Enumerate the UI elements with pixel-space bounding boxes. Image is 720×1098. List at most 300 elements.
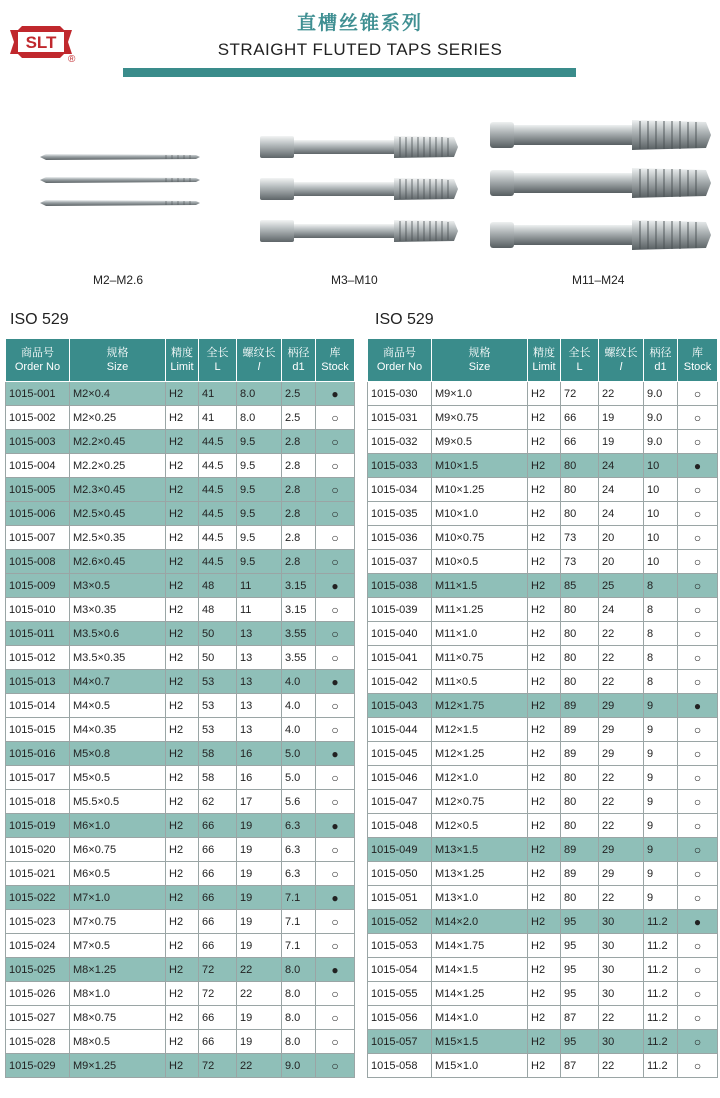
- thread-length-cell: 22: [599, 670, 644, 694]
- size-cell: M2.2×0.25: [70, 454, 166, 478]
- shank-diameter-cell: 9: [644, 766, 678, 790]
- shank-diameter-cell: 11.2: [644, 982, 678, 1006]
- length-cell: 66: [561, 430, 599, 454]
- shank-diameter-cell: 7.1: [282, 886, 316, 910]
- stock-cell: ○: [678, 670, 718, 694]
- stock-cell: ○: [678, 526, 718, 550]
- shank-diameter-cell: 9: [644, 718, 678, 742]
- length-cell: 72: [199, 982, 237, 1006]
- limit-cell: H2: [528, 982, 561, 1006]
- limit-cell: H2: [528, 838, 561, 862]
- shank-diameter-cell: 6.3: [282, 814, 316, 838]
- length-cell: 66: [199, 1030, 237, 1054]
- limit-cell: H2: [528, 814, 561, 838]
- thread-length-cell: 24: [599, 598, 644, 622]
- limit-cell: H2: [166, 766, 199, 790]
- order-no-cell: 1015-002: [6, 406, 70, 430]
- limit-cell: H2: [528, 1030, 561, 1054]
- order-no-cell: 1015-011: [6, 622, 70, 646]
- table-row: [6, 934, 355, 958]
- table-row: [368, 934, 718, 958]
- order-no-cell: 1015-036: [368, 526, 432, 550]
- table-row: [6, 982, 355, 1006]
- thread-length-cell: 19: [237, 814, 282, 838]
- shank-diameter-cell: 2.5: [282, 382, 316, 406]
- shank-diameter-cell: 9.0: [644, 382, 678, 406]
- table-row: [368, 478, 718, 502]
- order-no-cell: 1015-038: [368, 574, 432, 598]
- shank-diameter-cell: 5.6: [282, 790, 316, 814]
- size-cell: M8×0.75: [70, 1006, 166, 1030]
- stock-cell: ●: [678, 694, 718, 718]
- limit-cell: H2: [528, 934, 561, 958]
- limit-cell: H2: [166, 910, 199, 934]
- limit-cell: H2: [166, 598, 199, 622]
- limit-cell: H2: [166, 886, 199, 910]
- size-cell: M7×0.5: [70, 934, 166, 958]
- size-cell: M15×1.0: [432, 1054, 528, 1078]
- limit-cell: H2: [166, 670, 199, 694]
- limit-cell: H2: [166, 502, 199, 526]
- thread-length-cell: 29: [599, 718, 644, 742]
- thread-length-cell: 24: [599, 478, 644, 502]
- length-cell: 50: [199, 646, 237, 670]
- limit-cell: H2: [166, 718, 199, 742]
- size-cell: M10×1.25: [432, 478, 528, 502]
- length-cell: 89: [561, 718, 599, 742]
- shank-diameter-cell: 5.0: [282, 742, 316, 766]
- stock-cell: ○: [316, 622, 355, 646]
- shank-diameter-cell: 9: [644, 814, 678, 838]
- table-row: [6, 862, 355, 886]
- thread-length-cell: 8.0: [237, 382, 282, 406]
- table-row: [6, 838, 355, 862]
- length-cell: 95: [561, 982, 599, 1006]
- order-no-cell: 1015-045: [368, 742, 432, 766]
- stock-cell: ○: [678, 382, 718, 406]
- length-cell: 44.5: [199, 526, 237, 550]
- order-no-cell: 1015-055: [368, 982, 432, 1006]
- order-no-cell: 1015-030: [368, 382, 432, 406]
- table-row: [6, 646, 355, 670]
- table-row: [6, 670, 355, 694]
- thread-length-cell: 19: [237, 886, 282, 910]
- table-row: [368, 1030, 718, 1054]
- length-cell: 58: [199, 742, 237, 766]
- table-row: [6, 502, 355, 526]
- length-cell: 50: [199, 622, 237, 646]
- stock-cell: ○: [316, 1030, 355, 1054]
- order-no-cell: 1015-005: [6, 478, 70, 502]
- shank-diameter-cell: 10: [644, 526, 678, 550]
- shank-diameter-cell: 10: [644, 502, 678, 526]
- order-no-cell: 1015-014: [6, 694, 70, 718]
- limit-cell: H2: [166, 694, 199, 718]
- table-row: [368, 718, 718, 742]
- size-cell: M8×1.0: [70, 982, 166, 1006]
- shank-diameter-cell: 9: [644, 886, 678, 910]
- length-cell: 66: [199, 862, 237, 886]
- limit-cell: H2: [528, 406, 561, 430]
- limit-cell: H2: [166, 382, 199, 406]
- length-cell: 80: [561, 454, 599, 478]
- stock-cell: ●: [316, 886, 355, 910]
- order-no-cell: 1015-017: [6, 766, 70, 790]
- shank-diameter-cell: 9: [644, 790, 678, 814]
- table-row: [6, 766, 355, 790]
- stock-cell: ○: [678, 550, 718, 574]
- table-row: [368, 526, 718, 550]
- table-row: [368, 694, 718, 718]
- thread-length-cell: 22: [237, 958, 282, 982]
- stock-cell: ○: [316, 910, 355, 934]
- order-no-cell: 1015-024: [6, 934, 70, 958]
- shank-diameter-cell: 10: [644, 454, 678, 478]
- stock-cell: ○: [678, 622, 718, 646]
- photo-caption-large: M11–M24: [572, 273, 625, 287]
- length-cell: 80: [561, 598, 599, 622]
- size-cell: M9×0.75: [432, 406, 528, 430]
- shank-diameter-cell: 6.3: [282, 862, 316, 886]
- limit-cell: H2: [166, 622, 199, 646]
- order-no-cell: 1015-037: [368, 550, 432, 574]
- length-cell: 53: [199, 718, 237, 742]
- order-no-cell: 1015-053: [368, 934, 432, 958]
- length-cell: 85: [561, 574, 599, 598]
- limit-cell: H2: [528, 382, 561, 406]
- stock-cell: ○: [678, 958, 718, 982]
- size-cell: M8×0.5: [70, 1030, 166, 1054]
- stock-cell: ○: [678, 478, 718, 502]
- stock-cell: ○: [316, 718, 355, 742]
- table-row: [6, 454, 355, 478]
- order-no-cell: 1015-023: [6, 910, 70, 934]
- limit-cell: H2: [166, 646, 199, 670]
- length-cell: 41: [199, 406, 237, 430]
- col-header-stock: 库 Stock: [316, 339, 355, 382]
- length-cell: 58: [199, 766, 237, 790]
- shank-diameter-cell: 11.2: [644, 1006, 678, 1030]
- shank-diameter-cell: 11.2: [644, 1054, 678, 1078]
- thread-length-cell: 22: [599, 1006, 644, 1030]
- length-cell: 72: [199, 958, 237, 982]
- thread-length-cell: 22: [599, 622, 644, 646]
- thread-length-cell: 30: [599, 934, 644, 958]
- order-no-cell: 1015-018: [6, 790, 70, 814]
- stock-cell: ○: [678, 1006, 718, 1030]
- limit-cell: H2: [166, 526, 199, 550]
- order-no-cell: 1015-046: [368, 766, 432, 790]
- title-underline-bar: [123, 68, 576, 77]
- order-no-cell: 1015-003: [6, 430, 70, 454]
- size-cell: M14×2.0: [432, 910, 528, 934]
- order-no-cell: 1015-025: [6, 958, 70, 982]
- order-no-cell: 1015-033: [368, 454, 432, 478]
- table-row: [368, 1006, 718, 1030]
- stock-cell: ●: [316, 670, 355, 694]
- col-header-shank: 柄径 d1: [282, 339, 316, 382]
- shank-diameter-cell: 8: [644, 598, 678, 622]
- size-cell: M10×0.75: [432, 526, 528, 550]
- length-cell: 80: [561, 478, 599, 502]
- limit-cell: H2: [166, 934, 199, 958]
- stock-cell: ○: [316, 838, 355, 862]
- table-row: [368, 1054, 718, 1078]
- length-cell: 53: [199, 694, 237, 718]
- stock-cell: ○: [678, 406, 718, 430]
- stock-cell: ○: [678, 886, 718, 910]
- thread-length-cell: 22: [599, 814, 644, 838]
- length-cell: 66: [199, 886, 237, 910]
- table-row: [368, 910, 718, 934]
- size-cell: M2.6×0.45: [70, 550, 166, 574]
- size-cell: M6×0.5: [70, 862, 166, 886]
- size-cell: M14×1.25: [432, 982, 528, 1006]
- shank-diameter-cell: 2.8: [282, 502, 316, 526]
- thread-length-cell: 22: [599, 766, 644, 790]
- thread-length-cell: 9.5: [237, 454, 282, 478]
- thread-length-cell: 11: [237, 598, 282, 622]
- stock-cell: ○: [678, 1030, 718, 1054]
- shank-diameter-cell: 2.8: [282, 550, 316, 574]
- length-cell: 66: [199, 838, 237, 862]
- table-row: [6, 1006, 355, 1030]
- limit-cell: H2: [528, 646, 561, 670]
- shank-diameter-cell: 2.8: [282, 430, 316, 454]
- length-cell: 80: [561, 886, 599, 910]
- table-row: [6, 886, 355, 910]
- shank-diameter-cell: 3.15: [282, 574, 316, 598]
- length-cell: 41: [199, 382, 237, 406]
- limit-cell: H2: [166, 862, 199, 886]
- thread-length-cell: 30: [599, 910, 644, 934]
- limit-cell: H2: [528, 718, 561, 742]
- shank-diameter-cell: 11.2: [644, 958, 678, 982]
- shank-diameter-cell: 2.8: [282, 478, 316, 502]
- thread-length-cell: 19: [237, 862, 282, 886]
- shank-diameter-cell: 2.5: [282, 406, 316, 430]
- length-cell: 66: [199, 910, 237, 934]
- table-row: [6, 430, 355, 454]
- thread-length-cell: 19: [237, 910, 282, 934]
- shank-diameter-cell: 3.55: [282, 646, 316, 670]
- shank-diameter-cell: 5.0: [282, 766, 316, 790]
- order-no-cell: 1015-051: [368, 886, 432, 910]
- size-cell: M12×1.75: [432, 694, 528, 718]
- registered-mark: ®: [68, 54, 76, 65]
- table-row: [368, 766, 718, 790]
- limit-cell: H2: [166, 838, 199, 862]
- tap-photo-small: [36, 146, 204, 216]
- size-cell: M9×0.5: [432, 430, 528, 454]
- order-no-cell: 1015-058: [368, 1054, 432, 1078]
- shank-diameter-cell: 11.2: [644, 934, 678, 958]
- thread-length-cell: 22: [237, 982, 282, 1006]
- thread-length-cell: 29: [599, 742, 644, 766]
- length-cell: 89: [561, 838, 599, 862]
- thread-length-cell: 22: [599, 790, 644, 814]
- table-heading-right: ISO 529: [375, 311, 434, 328]
- order-no-cell: 1015-001: [6, 382, 70, 406]
- table-row: [6, 742, 355, 766]
- limit-cell: H2: [166, 550, 199, 574]
- stock-cell: ○: [678, 742, 718, 766]
- limit-cell: H2: [528, 430, 561, 454]
- thread-length-cell: 22: [237, 1054, 282, 1078]
- photo-caption-small: M2–M2.6: [93, 273, 144, 287]
- limit-cell: H2: [166, 982, 199, 1006]
- limit-cell: H2: [528, 958, 561, 982]
- size-cell: M6×0.75: [70, 838, 166, 862]
- table-row: [6, 814, 355, 838]
- table-row: [368, 454, 718, 478]
- stock-cell: ○: [678, 598, 718, 622]
- table-row: [6, 1054, 355, 1078]
- order-no-cell: 1015-012: [6, 646, 70, 670]
- size-cell: M14×1.5: [432, 958, 528, 982]
- order-no-cell: 1015-020: [6, 838, 70, 862]
- thread-length-cell: 9.5: [237, 526, 282, 550]
- limit-cell: H2: [528, 574, 561, 598]
- length-cell: 66: [199, 814, 237, 838]
- limit-cell: H2: [166, 742, 199, 766]
- thread-length-cell: 22: [599, 646, 644, 670]
- shank-diameter-cell: 8.0: [282, 958, 316, 982]
- size-cell: M15×1.5: [432, 1030, 528, 1054]
- table-row: [368, 742, 718, 766]
- order-no-cell: 1015-032: [368, 430, 432, 454]
- length-cell: 80: [561, 790, 599, 814]
- thread-length-cell: 19: [599, 406, 644, 430]
- length-cell: 73: [561, 550, 599, 574]
- length-cell: 72: [199, 1054, 237, 1078]
- order-no-cell: 1015-056: [368, 1006, 432, 1030]
- limit-cell: H2: [528, 886, 561, 910]
- length-cell: 87: [561, 1054, 599, 1078]
- limit-cell: H2: [528, 478, 561, 502]
- size-cell: M10×0.5: [432, 550, 528, 574]
- size-cell: M12×1.0: [432, 766, 528, 790]
- length-cell: 44.5: [199, 430, 237, 454]
- length-cell: 66: [561, 406, 599, 430]
- size-cell: M12×1.5: [432, 718, 528, 742]
- order-no-cell: 1015-013: [6, 670, 70, 694]
- length-cell: 44.5: [199, 502, 237, 526]
- size-cell: M3.5×0.35: [70, 646, 166, 670]
- stock-cell: ○: [316, 862, 355, 886]
- order-no-cell: 1015-026: [6, 982, 70, 1006]
- thread-length-cell: 19: [237, 1030, 282, 1054]
- size-cell: M12×1.25: [432, 742, 528, 766]
- thread-length-cell: 24: [599, 502, 644, 526]
- shank-diameter-cell: 11.2: [644, 910, 678, 934]
- thread-length-cell: 13: [237, 718, 282, 742]
- limit-cell: H2: [528, 670, 561, 694]
- size-cell: M5.5×0.5: [70, 790, 166, 814]
- shank-diameter-cell: 10: [644, 550, 678, 574]
- size-cell: M14×1.0: [432, 1006, 528, 1030]
- table-row: [368, 886, 718, 910]
- col-header-size: 规格 Size: [70, 339, 166, 382]
- limit-cell: H2: [166, 1054, 199, 1078]
- stock-cell: ○: [678, 862, 718, 886]
- size-cell: M9×1.0: [432, 382, 528, 406]
- length-cell: 44.5: [199, 478, 237, 502]
- length-cell: 44.5: [199, 454, 237, 478]
- limit-cell: H2: [528, 622, 561, 646]
- limit-cell: H2: [166, 430, 199, 454]
- thread-length-cell: 29: [599, 862, 644, 886]
- stock-cell: ○: [316, 454, 355, 478]
- table-row: [6, 910, 355, 934]
- thread-length-cell: 20: [599, 550, 644, 574]
- limit-cell: H2: [528, 790, 561, 814]
- order-no-cell: 1015-040: [368, 622, 432, 646]
- order-no-cell: 1015-049: [368, 838, 432, 862]
- thread-length-cell: 22: [599, 1054, 644, 1078]
- length-cell: 48: [199, 598, 237, 622]
- stock-cell: ○: [316, 694, 355, 718]
- thread-length-cell: 30: [599, 958, 644, 982]
- limit-cell: H2: [528, 598, 561, 622]
- shank-diameter-cell: 8: [644, 622, 678, 646]
- order-no-cell: 1015-039: [368, 598, 432, 622]
- table-row: [368, 958, 718, 982]
- size-cell: M8×1.25: [70, 958, 166, 982]
- table-row: [368, 430, 718, 454]
- size-cell: M2.5×0.35: [70, 526, 166, 550]
- table-row: [368, 574, 718, 598]
- thread-length-cell: 22: [599, 886, 644, 910]
- length-cell: 80: [561, 766, 599, 790]
- shank-diameter-cell: 8: [644, 574, 678, 598]
- length-cell: 66: [199, 1006, 237, 1030]
- stock-cell: ○: [316, 646, 355, 670]
- limit-cell: H2: [166, 454, 199, 478]
- table-row: [368, 406, 718, 430]
- size-cell: M2.5×0.45: [70, 502, 166, 526]
- table-row: [368, 646, 718, 670]
- length-cell: 73: [561, 526, 599, 550]
- size-cell: M11×1.25: [432, 598, 528, 622]
- stock-cell: ○: [678, 814, 718, 838]
- thread-length-cell: 9.5: [237, 430, 282, 454]
- thread-length-cell: 30: [599, 982, 644, 1006]
- col-header-limit: 精度 Limit: [166, 339, 199, 382]
- table-row: [368, 670, 718, 694]
- stock-cell: ○: [316, 934, 355, 958]
- size-cell: M11×0.75: [432, 646, 528, 670]
- table-row: [6, 622, 355, 646]
- length-cell: 62: [199, 790, 237, 814]
- table-row: [6, 958, 355, 982]
- col-header-length: 全长 L: [561, 339, 599, 382]
- order-no-cell: 1015-021: [6, 862, 70, 886]
- length-cell: 95: [561, 958, 599, 982]
- col-header-length: 全长 L: [199, 339, 237, 382]
- size-cell: M7×1.0: [70, 886, 166, 910]
- size-cell: M2×0.25: [70, 406, 166, 430]
- limit-cell: H2: [528, 862, 561, 886]
- length-cell: 95: [561, 1030, 599, 1054]
- limit-cell: H2: [528, 1006, 561, 1030]
- shank-diameter-cell: 6.3: [282, 838, 316, 862]
- order-no-cell: 1015-034: [368, 478, 432, 502]
- thread-length-cell: 20: [599, 526, 644, 550]
- thread-length-cell: 9.5: [237, 478, 282, 502]
- order-no-cell: 1015-052: [368, 910, 432, 934]
- col-header-shank: 柄径 d1: [644, 339, 678, 382]
